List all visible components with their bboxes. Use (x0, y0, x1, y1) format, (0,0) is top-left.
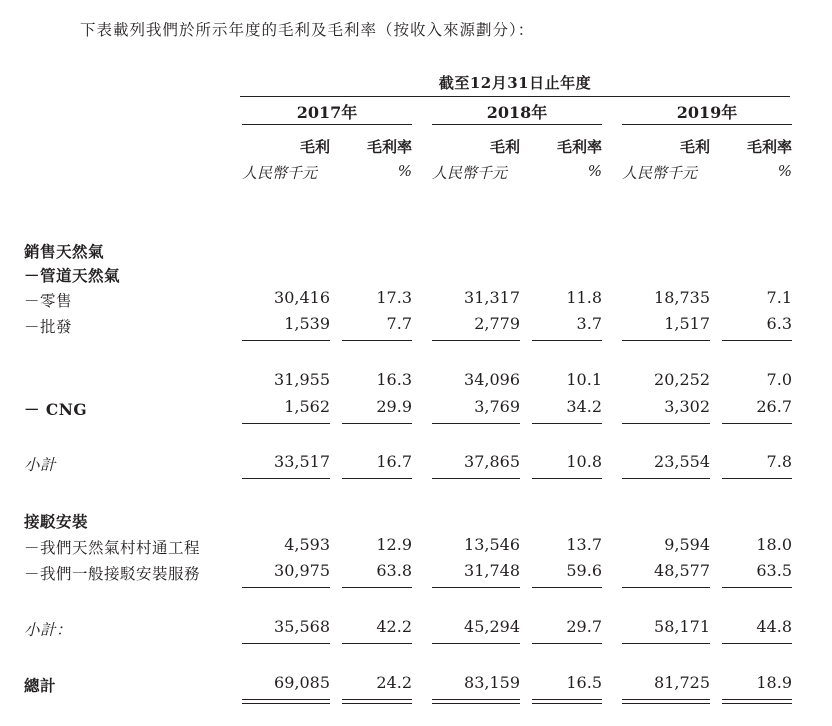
sum-rule (242, 340, 330, 341)
gross-margin-cell: 29.9 (376, 397, 412, 416)
sum-rule (722, 478, 792, 479)
sum-rule (622, 423, 710, 424)
row-label: 銷售天然氣 (24, 242, 105, 261)
gross-profit-cell: 69,085 (274, 673, 330, 692)
gross-profit-cell: 20,252 (654, 370, 710, 389)
double-rule (242, 699, 330, 700)
row-label: －零售 (24, 292, 73, 310)
double-rule (342, 703, 412, 704)
sum-rule (622, 643, 710, 644)
sum-rule (342, 587, 412, 588)
gross-margin-cell: 29.7 (566, 617, 602, 636)
double-rule (622, 703, 710, 704)
gross-profit-cell: 37,865 (464, 452, 520, 471)
gross-margin-cell: 7.7 (386, 314, 412, 333)
year-2017-header: 2017年 (296, 103, 358, 122)
row-label: 接駁安裝 (24, 512, 89, 531)
gross-margin-unit: % (587, 162, 602, 180)
gross-margin-cell: 7.1 (766, 288, 792, 307)
sum-rule (722, 643, 792, 644)
gross-margin-header: 毛利率 (366, 138, 412, 156)
gross-margin-cell: 18.9 (756, 673, 792, 692)
double-rule (432, 699, 520, 700)
sum-rule (722, 340, 792, 341)
gross-profit-cell: 1,517 (664, 314, 710, 333)
period-header: 截至12月31日止年度 (438, 74, 592, 92)
sum-rule (532, 587, 602, 588)
gross-profit-unit: 人民幣千元 (242, 164, 318, 182)
sum-rule (242, 478, 330, 479)
gross-margin-cell: 42.2 (376, 617, 412, 636)
gross-margin-cell: 18.0 (756, 535, 792, 554)
sum-rule (342, 478, 412, 479)
gross-margin-cell: 10.8 (566, 452, 602, 471)
gross-profit-cell: 4,593 (284, 535, 330, 554)
year-2018-header: 2018年 (486, 103, 548, 122)
gross-profit-cell: 2,779 (474, 314, 520, 333)
gross-margin-cell: 26.7 (756, 397, 792, 416)
gross-profit-cell: 45,294 (464, 617, 520, 636)
gross-margin-cell: 16.5 (566, 673, 602, 692)
gross-profit-unit: 人民幣千元 (622, 164, 698, 182)
row-label: －管道天然氣 (24, 266, 121, 285)
gross-profit-cell: 3,769 (474, 397, 520, 416)
year-rule-2018 (432, 124, 602, 125)
sum-rule (432, 478, 520, 479)
gross-margin-cell: 16.3 (376, 370, 412, 389)
gross-profit-cell: 13,546 (464, 535, 520, 554)
gross-margin-cell: 3.7 (576, 314, 602, 333)
sum-rule (432, 340, 520, 341)
gross-margin-cell: 17.3 (376, 288, 412, 307)
gross-profit-cell: 23,554 (654, 452, 710, 471)
period-rule (240, 96, 790, 97)
double-rule (622, 699, 710, 700)
sum-rule (432, 643, 520, 644)
gross-profit-cell: 3,302 (664, 397, 710, 416)
gross-margin-cell: 63.8 (376, 561, 412, 580)
sum-rule (622, 587, 710, 588)
sum-rule (342, 340, 412, 341)
gross-margin-cell: 7.0 (766, 370, 792, 389)
gross-profit-cell: 83,159 (464, 673, 520, 692)
intro-text: 下表載列我們於所示年度的毛利及毛利率（按收入來源劃分）： (80, 21, 535, 39)
sum-rule (722, 423, 792, 424)
gross-profit-cell: 9,594 (664, 535, 710, 554)
sum-rule (432, 423, 520, 424)
gross-profit-cell: 1,539 (284, 314, 330, 333)
gross-profit-unit: 人民幣千元 (432, 164, 508, 182)
double-rule (532, 703, 602, 704)
sum-rule (532, 340, 602, 341)
gross-profit-cell: 1,562 (284, 397, 330, 416)
sum-rule (532, 423, 602, 424)
row-label: － CNG (24, 400, 88, 419)
sum-rule (532, 478, 602, 479)
gross-margin-unit: % (777, 162, 792, 180)
gross-margin-cell: 13.7 (566, 535, 602, 554)
sum-rule (242, 423, 330, 424)
gross-profit-cell: 58,171 (654, 617, 710, 636)
gross-profit-cell: 30,416 (274, 288, 330, 307)
gross-profit-cell: 18,735 (654, 288, 710, 307)
gross-margin-cell: 16.7 (376, 452, 412, 471)
gross-margin-cell: 10.1 (566, 370, 602, 389)
year-rule-2017 (242, 124, 412, 125)
gross-profit-cell: 33,517 (274, 452, 330, 471)
gross-profit-cell: 31,748 (464, 561, 520, 580)
gross-margin-cell: 59.6 (566, 561, 602, 580)
row-label: －批發 (24, 318, 73, 336)
gross-margin-cell: 7.8 (766, 452, 792, 471)
gross-margin-cell: 11.8 (566, 288, 602, 307)
gross-margin-cell: 63.5 (756, 561, 792, 580)
gross-profit-cell: 35,568 (274, 617, 330, 636)
sum-rule (622, 340, 710, 341)
double-rule (242, 703, 330, 704)
double-rule (342, 699, 412, 700)
gross-margin-header: 毛利率 (556, 138, 602, 156)
sum-rule (342, 643, 412, 644)
gross-margin-cell: 6.3 (766, 314, 792, 333)
sum-rule (242, 587, 330, 588)
sum-rule (342, 423, 412, 424)
gross-margin-cell: 34.2 (566, 397, 602, 416)
gross-margin-header: 毛利率 (746, 138, 792, 156)
year-2019-header: 2019年 (676, 103, 738, 122)
row-label: 小計： (24, 621, 73, 639)
gross-margin-cell: 12.9 (376, 535, 412, 554)
gross-profit-cell: 48,577 (654, 561, 710, 580)
double-rule (722, 699, 792, 700)
double-rule (532, 699, 602, 700)
sum-rule (242, 643, 330, 644)
row-label: 小計 (24, 456, 57, 474)
gross-margin-cell: 24.2 (376, 673, 412, 692)
gross-profit-header: 毛利 (679, 138, 710, 156)
sum-rule (722, 587, 792, 588)
gross-profit-header: 毛利 (489, 138, 520, 156)
sum-rule (432, 587, 520, 588)
gross-margin-unit: % (397, 162, 412, 180)
gross-profit-cell: 31,955 (274, 370, 330, 389)
sum-rule (622, 478, 710, 479)
year-rule-2019 (622, 124, 792, 125)
row-label: －我們天然氣村村通工程 (24, 539, 201, 557)
gross-margin-cell: 44.8 (756, 617, 792, 636)
gross-profit-cell: 34,096 (464, 370, 520, 389)
row-label: 總計 (24, 676, 57, 695)
gross-profit-cell: 31,317 (464, 288, 520, 307)
gross-profit-cell: 81,725 (654, 673, 710, 692)
double-rule (722, 703, 792, 704)
sum-rule (532, 643, 602, 644)
row-label: －我們一般接駁安裝服務 (24, 565, 201, 583)
gross-profit-cell: 30,975 (274, 561, 330, 580)
double-rule (432, 703, 520, 704)
gross-profit-header: 毛利 (299, 138, 330, 156)
